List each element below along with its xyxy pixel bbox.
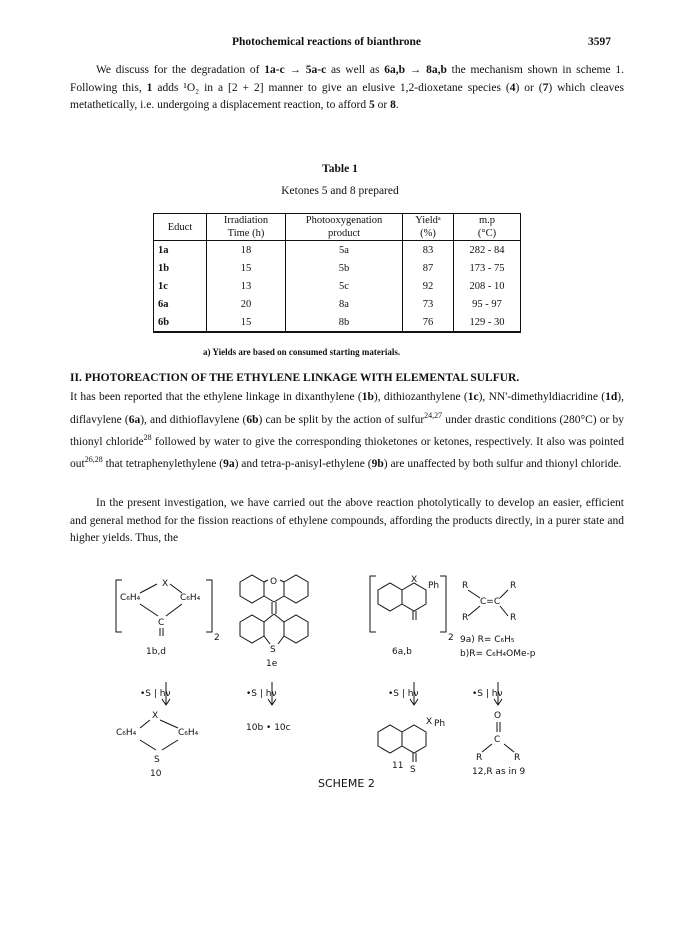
col-header-educt: Educt bbox=[154, 214, 207, 241]
col-header-mp: m.p (°C) bbox=[454, 214, 521, 241]
col-header-yield: Yieldᵃ (%) bbox=[403, 214, 454, 241]
table-row: 6b 15 8b 76 129 - 30 bbox=[154, 313, 521, 332]
svg-text:R: R bbox=[514, 753, 521, 763]
svg-text:X: X bbox=[411, 575, 418, 585]
paragraph-sulfur: It has been reported that the ethylene linkage in dixanthylene (1b), dithiozanthylene (1c), NN'-dimethyldiacridine (1d), diflavylene (6a), and dithioflavylene (6b) can be split by the action of sulfur$^{24,27}$ under drastic conditions (280°C) or by thionyl chloride$^{28}$ followed by water to give the corresponding thioketones or ketones, respectively. It also was pointed out$^{26,28}$ that tetraphenylethylene (9a) and tetra-p-anisyl-ethylene (9b) are unaffected by both sulfur and thionyl chloride. bbox=[70, 391, 624, 470]
reaction-arrows bbox=[140, 682, 503, 705]
table-footnote: a) Yields are based on consumed starting materials. bbox=[203, 347, 401, 357]
svg-text:10: 10 bbox=[150, 769, 162, 779]
svg-text:X: X bbox=[152, 711, 159, 721]
svg-text:S: S bbox=[154, 755, 160, 765]
svg-text:O: O bbox=[494, 711, 502, 721]
svg-text:2: 2 bbox=[448, 633, 454, 643]
structure-1e bbox=[240, 575, 308, 669]
page-number: 3597 bbox=[588, 36, 611, 48]
ketones-table bbox=[153, 213, 521, 333]
structure-9 bbox=[460, 581, 536, 659]
svg-text:9a) R= C₆H₅: 9a) R= C₆H₅ bbox=[460, 635, 515, 645]
table-row: 6a 20 8a 73 95 - 97 bbox=[154, 295, 521, 313]
svg-text:R: R bbox=[510, 581, 517, 591]
svg-text:R: R bbox=[476, 753, 483, 763]
svg-text:•S | hν: •S | hν bbox=[388, 689, 419, 699]
svg-text:6a,b: 6a,b bbox=[392, 647, 412, 657]
table-row: 1a 18 5a 83 282 - 84 bbox=[154, 241, 521, 260]
table-row: 1c 13 5c 92 208 - 10 bbox=[154, 277, 521, 295]
col-header-time: Irradiation Time (h) bbox=[207, 214, 286, 241]
structure-10 bbox=[116, 711, 199, 779]
paragraph-investigation: In the present investigation, we have carried out the above reaction photolytically to develop an easier, efficient and general method for the fission reactions of ethylene compounds, affording the products directly, in a purer state and higher yields. Thus, the bbox=[70, 497, 624, 544]
svg-text:Ph: Ph bbox=[428, 581, 440, 591]
svg-text:C: C bbox=[158, 618, 165, 628]
col-header-product: Photooxygenation product bbox=[286, 214, 403, 241]
svg-text:11: 11 bbox=[392, 761, 404, 771]
paragraph-mechanism: We discuss for the degradation of 1a-c → 5a-c as well as 6a,b → 8a,b the mechanism shown in scheme 1. Following this, 1 adds ¹O₂ in a [2 + 2] manner to give an elusive 1,2-dioxetane species (4) or (7) which cleaves metathetically, i.e. undergoing a displacement reaction, to afford 5 or 8. bbox=[70, 64, 625, 111]
running-header bbox=[0, 36, 680, 52]
table-caption: Ketones 5 and 8 prepared bbox=[281, 185, 399, 197]
svg-text:R: R bbox=[462, 613, 469, 623]
svg-text:1e: 1e bbox=[266, 659, 278, 669]
svg-text:b)R= C₆H₄OMe-p: b)R= C₆H₄OMe-p bbox=[460, 649, 536, 659]
svg-text:X: X bbox=[162, 579, 169, 589]
scheme-2-figure bbox=[0, 560, 680, 800]
svg-text:C₆H₄: C₆H₄ bbox=[180, 593, 201, 603]
svg-text:1b,d: 1b,d bbox=[146, 647, 167, 657]
table-label: Table 1 bbox=[322, 163, 358, 175]
svg-text:12,R as in 9: 12,R as in 9 bbox=[472, 767, 526, 777]
structure-6ab bbox=[370, 575, 454, 657]
structure-1bd bbox=[116, 579, 220, 657]
svg-text:•S | hν: •S | hν bbox=[140, 689, 171, 699]
svg-text:C₆H₄: C₆H₄ bbox=[178, 728, 199, 738]
svg-text:2: 2 bbox=[214, 633, 220, 643]
structure-12 bbox=[472, 711, 526, 777]
svg-text:•S | hν: •S | hν bbox=[246, 689, 277, 699]
svg-text:O: O bbox=[270, 577, 278, 587]
svg-text:X: X bbox=[426, 717, 433, 727]
structure-11 bbox=[378, 717, 445, 775]
svg-text:C₆H₄: C₆H₄ bbox=[116, 728, 137, 738]
svg-text:C: C bbox=[494, 735, 501, 745]
label-10bc: 10b • 10c bbox=[246, 723, 291, 733]
table-row: 1b 15 5b 87 173 - 75 bbox=[154, 259, 521, 277]
running-title: Photochemical reactions of bianthrone bbox=[232, 36, 421, 48]
section-heading: II. PHOTOREACTION OF THE ETHYLENE LINKAGE WITH ELEMENTAL SULFUR. bbox=[70, 372, 520, 384]
svg-text:S: S bbox=[270, 645, 276, 655]
svg-text:R: R bbox=[510, 613, 517, 623]
svg-text:R: R bbox=[462, 581, 469, 591]
svg-text:•S | hν: •S | hν bbox=[472, 689, 503, 699]
svg-text:S: S bbox=[410, 765, 416, 775]
svg-text:Ph: Ph bbox=[434, 719, 446, 729]
svg-text:C=C: C=C bbox=[480, 597, 501, 607]
scheme-title: SCHEME 2 bbox=[318, 777, 375, 790]
svg-text:C₆H₄: C₆H₄ bbox=[120, 593, 141, 603]
